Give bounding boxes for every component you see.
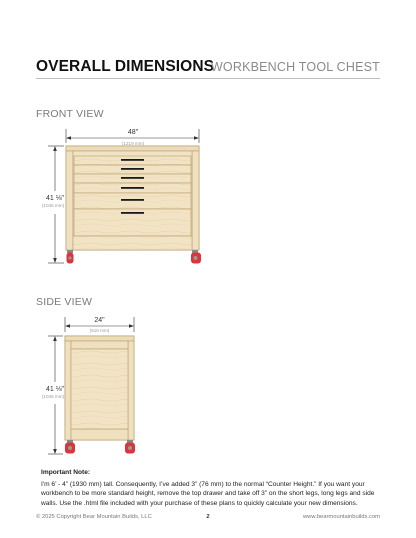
front-height-label: 41 ⅛" (45, 195, 65, 202)
side-wheel-left (65, 440, 75, 454)
page-title: OVERALL DIMENSIONS (36, 58, 215, 75)
page-footer (36, 514, 380, 524)
side-height-label: 41 ⅛" (45, 386, 65, 393)
front-height-dimension (42, 146, 65, 263)
note-title: Important Note: (41, 469, 91, 476)
front-view-label: FRONT VIEW (36, 108, 104, 120)
side-width-label: 24" (94, 317, 105, 324)
front-height-mm: (1045 mm) (41, 203, 65, 208)
front-width-mm: (1219 mm) (121, 141, 145, 146)
side-view-drawing (0, 300, 416, 460)
footer-copyright: © 2025 Copyright Bear Mountain Builds, LLC (36, 514, 152, 520)
side-height-dimension (42, 336, 65, 454)
document-subtitle: WORKBENCH TOOL CHEST (210, 60, 380, 74)
side-cabinet (65, 336, 134, 440)
footer-website-link[interactable]: www.bearmountainbuilds.com (302, 514, 380, 520)
side-wheel-right (125, 440, 135, 454)
front-width-label: 48" (127, 129, 139, 136)
side-height-mm: (1045 mm) (41, 394, 65, 399)
side-view-label: SIDE VIEW (36, 296, 93, 308)
page-number: 2 (206, 514, 210, 520)
side-width-dimension (65, 317, 134, 333)
front-wheel-right (191, 250, 201, 264)
front-width-dimension (66, 129, 199, 146)
note-text: I'm 6’ - 4” (1930 mm) tall. Consequently, I’ve added 3” (76 mm) to the normal “Counter Height.” If you want your workbench to be more standard height, remove the top drawer and take off 3” on the short legs, long legs and side walls. Use the .html file included with your purchase of these plans to quickly calculate your new dimensions. (41, 480, 375, 507)
front-wheel-left (67, 250, 74, 264)
front-cabinet (66, 146, 199, 250)
important-note (41, 468, 380, 508)
side-width-mm: (610 mm) (89, 328, 110, 333)
